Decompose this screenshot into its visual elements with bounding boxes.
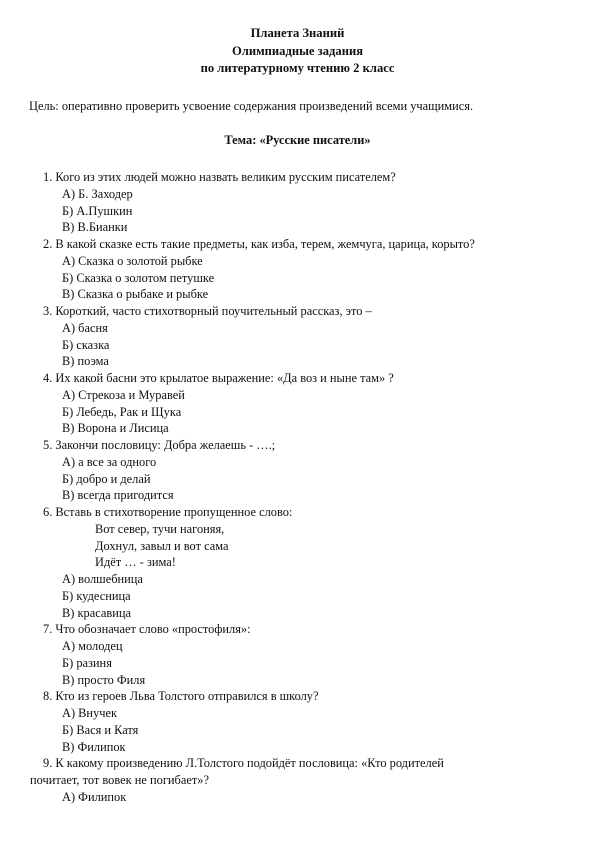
question-8-option-c: В) Филипок (62, 739, 126, 754)
question-5-option-b: Б) добро и делай (62, 471, 151, 486)
header-line-3: по литературному чтению 2 класс (200, 61, 395, 75)
question-7-option-b: Б) разиня (62, 655, 112, 670)
question-8-option-a: А) Внучек (62, 706, 118, 720)
question-9-continuation: почитает, тот вовек не погибает»? (30, 773, 209, 787)
header-line-2: Олимпиадные задания (231, 43, 364, 58)
question-7-option-a: А) молодец (62, 639, 123, 653)
header-line-1: Планета Знаний (250, 26, 345, 40)
question-3-option-c: В) поэма (62, 354, 109, 369)
question-1-option-c: В) В.Бианки (62, 220, 128, 235)
question-6-option-c: В) красавица (62, 605, 131, 620)
question-8: 8. Кто из героев Льва Толстого отправился в школу? (43, 689, 319, 704)
question-5-option-a: А) а все за одного (62, 454, 157, 469)
question-3-option-a: А) басня (62, 320, 108, 335)
question-6: 6. Вставь в стихотворение пропущенное слово: (43, 505, 293, 519)
topic-heading: Тема: «Русские писатели» (224, 133, 371, 147)
question-4-option-a: А) Стрекоза и Муравей (62, 387, 185, 402)
question-3: 3. Короткий, часто стихотворный поучительный рассказ, это – (43, 304, 372, 318)
question-2-option-b: Б) Сказка о золотом петушке (62, 270, 215, 285)
question-list (0, 169, 595, 806)
question-4-option-c: В) Ворона и Лисица (62, 421, 169, 436)
question-2: 2. В какой сказке есть такие предметы, как изба, терем, жемчуга, царица, корыто? (43, 237, 475, 251)
question-4: 4. Их какой басни это крылатое выражение: «Да воз и ныне там» ? (43, 371, 394, 385)
question-2-option-a: А) Сказка о золотой рыбке (62, 253, 203, 268)
question-3-option-b: Б) сказка (62, 337, 110, 352)
question-6-option-a: А) волшебница (62, 572, 143, 586)
question-9: 9. К какому произведению Л.Толстого подойдёт пословица: «Кто родителей (43, 756, 444, 771)
question-7-option-c: В) просто Филя (62, 672, 146, 687)
question-4-option-b: Б) Лебедь, Рак и Щука (62, 404, 182, 419)
question-1-option-a: А) Б. Заходер (62, 186, 133, 201)
question-2-option-c: В) Сказка о рыбаке и рыбке (62, 287, 209, 302)
question-5: 5. Закончи пословицу: Добра желаешь - ….; (43, 438, 276, 452)
question-6-poem-line-1: Вот север, тучи нагоняя, (95, 521, 225, 536)
question-6-poem-line-3: Идёт … - зима! (95, 555, 176, 570)
question-1: 1. Кого из этих людей можно назвать великим русским писателем? (43, 170, 396, 184)
question-6-option-b: Б) кудесница (62, 588, 131, 603)
document-header (0, 25, 595, 78)
goal-text: Цель: оперативно проверить усвоение содержания произведений всеми учащимися. (29, 99, 474, 113)
question-8-option-b: Б) Вася и Катя (62, 722, 139, 737)
question-9-option-a: А) Филипок (62, 789, 127, 804)
question-1-option-b: Б) А.Пушкин (62, 203, 133, 218)
question-6-poem-line-2: Дохнул, завыл и вот сама (95, 538, 229, 553)
question-5-option-c: В) всегда пригодится (62, 488, 174, 503)
question-7: 7. Что обозначает слово «простофиля»: (43, 622, 251, 637)
